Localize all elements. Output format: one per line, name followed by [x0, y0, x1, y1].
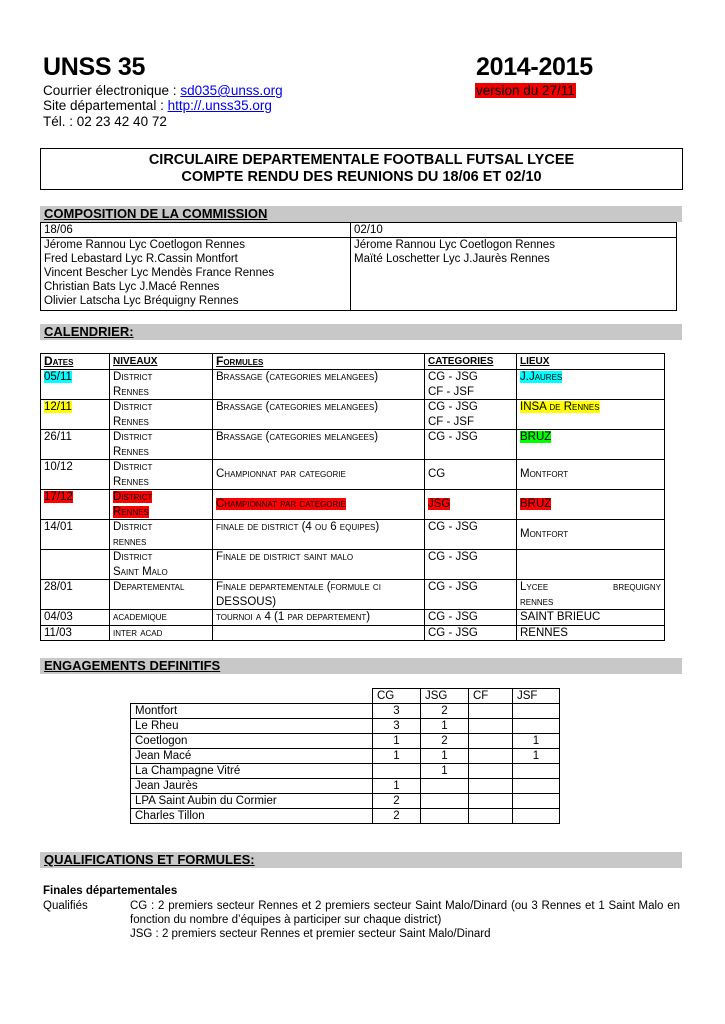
eng-col-jsg: JSG	[421, 689, 469, 704]
eng-cf	[469, 704, 513, 719]
member: Jérome Rannou Lyc Coetlogon Rennes	[354, 239, 555, 251]
cal-level: District Rennes	[110, 460, 213, 490]
cal-formule: Brassage (categories melangees)	[213, 370, 425, 400]
eng-jsg	[421, 809, 469, 824]
calendar-row	[41, 580, 665, 610]
eng-jsg: 2	[421, 734, 469, 749]
eng-cf	[469, 734, 513, 749]
season: 2014-2015	[476, 53, 593, 81]
cal-level: Departemental	[110, 580, 213, 610]
commission-date-2: 02/10	[351, 223, 677, 238]
section-engagements	[40, 658, 682, 674]
eng-col-jsf: JSF	[513, 689, 560, 704]
member: Christian Bats Lyc J.Macé Rennes	[44, 281, 220, 293]
eng-school: Montfort	[131, 704, 373, 719]
calendar-row	[41, 430, 665, 460]
eng-jsf	[513, 719, 560, 734]
cal-level: academique	[110, 610, 213, 626]
eng-jsf: 1	[513, 749, 560, 764]
eng-cf	[469, 809, 513, 824]
eng-school: Jean Macé	[131, 749, 373, 764]
site-line	[43, 98, 272, 113]
cal-cat: CG	[425, 460, 517, 490]
eng-row	[131, 779, 560, 794]
cal-level: District Saint Malo	[110, 550, 213, 580]
cal-date: 11/03	[41, 625, 110, 641]
eng-row	[131, 794, 560, 809]
col-categories: CATEGORIES	[425, 354, 517, 370]
cal-date: 05/11	[41, 370, 110, 400]
eng-school: Jean Jaurès	[131, 779, 373, 794]
phone: Tél. : 02 23 42 40 72	[43, 114, 167, 129]
cal-formule: Brassage (categories melangees)	[213, 430, 425, 460]
cal-level: District Rennes	[110, 490, 213, 520]
eng-cg: 3	[373, 704, 421, 719]
eng-jsg: 2	[421, 704, 469, 719]
commission-date-1: 18/06	[41, 223, 351, 238]
email-link[interactable]: sd035@unss.org	[180, 83, 283, 98]
section-qualifications	[40, 852, 682, 868]
email-label: Courrier électronique :	[43, 83, 181, 98]
eng-jsg: 1	[421, 764, 469, 779]
cal-date: 26/11	[41, 430, 110, 460]
eng-cf	[469, 749, 513, 764]
eng-cg: 1	[373, 734, 421, 749]
eng-row	[131, 734, 560, 749]
cal-formule	[213, 625, 425, 641]
email-line	[43, 83, 283, 98]
eng-cg: 2	[373, 794, 421, 809]
calendar-row	[41, 370, 665, 400]
eng-row	[131, 704, 560, 719]
site-link[interactable]: http://.unss35.org	[167, 98, 272, 113]
eng-cf	[469, 794, 513, 809]
eng-cg	[373, 764, 421, 779]
section-engagements-title: ENGAGEMENTS DEFINITIFS	[44, 658, 221, 673]
cal-formule: finale de district (4 ou 6 equipes)	[213, 520, 425, 550]
qualified-label: Qualifiés	[43, 900, 88, 912]
cal-date: 14/01	[41, 520, 110, 550]
cal-cat: CG - JSG	[425, 580, 517, 610]
eng-cf	[469, 779, 513, 794]
section-qualifications-title: QUALIFICATIONS ET FORMULES:	[44, 852, 255, 867]
cal-formule: Finale de district saint malo	[213, 550, 425, 580]
commission-table	[40, 222, 677, 311]
qualified-jsg: JSG : 2 premiers secteur Rennes et premier secteur Saint Malo/Dinard	[130, 928, 491, 940]
cal-lieu: INSA de Rennes	[517, 400, 665, 430]
engagements-header-row	[131, 689, 560, 704]
col-lieux: LIEUX	[517, 354, 665, 370]
col-dates: Dates	[41, 354, 110, 370]
cal-cat: CG - JSG CF - JSF	[425, 400, 517, 430]
eng-jsf: 1	[513, 734, 560, 749]
cal-cat: CG - JSG	[425, 430, 517, 460]
calendar-header-row	[41, 354, 665, 370]
cal-date: 10/12	[41, 460, 110, 490]
eng-jsg	[421, 779, 469, 794]
cal-lieu: Montfort	[517, 460, 665, 490]
member: Jérome Rannou Lyc Coetlogon Rennes	[44, 239, 245, 251]
cal-lieu: RENNES	[517, 625, 665, 641]
calendar-table	[40, 353, 665, 641]
cal-date: 17/12	[41, 490, 110, 520]
eng-row	[131, 719, 560, 734]
cal-formule: Finale departementale (formule ci DESSOUS)	[213, 580, 425, 610]
version-badge: version du 27/11	[476, 83, 575, 98]
eng-jsg: 1	[421, 719, 469, 734]
member: Vincent Bescher Lyc Mendès France Rennes	[44, 267, 275, 279]
col-niveaux: NIVEAUX	[110, 354, 213, 370]
commission-members-2	[351, 238, 677, 311]
doc-title-line1: CIRCULAIRE DEPARTEMENTALE FOOTBALL FUTSAL LYCEE	[148, 152, 575, 168]
cal-cat: CG - JSG CF - JSF	[425, 370, 517, 400]
cal-date: 28/01	[41, 580, 110, 610]
cal-level: District Rennes	[110, 430, 213, 460]
finals-heading: Finales départementales	[43, 885, 178, 897]
cal-formule: Championnat par categorie	[213, 490, 425, 520]
section-calendar-title: CALENDRIER:	[44, 324, 134, 339]
commission-members-1	[41, 238, 351, 311]
doc-title-line2: COMPTE RENDU DES REUNIONS DU 18/06 ET 02/10	[181, 169, 542, 185]
calendar-row	[41, 400, 665, 430]
calendar-row	[41, 490, 665, 520]
cal-lieu: J.Jaures	[517, 370, 665, 400]
eng-cf	[469, 719, 513, 734]
eng-school: Charles Tillon	[131, 809, 373, 824]
eng-school: La Champagne Vitré	[131, 764, 373, 779]
eng-cg: 3	[373, 719, 421, 734]
eng-school: LPA Saint Aubin du Cormier	[131, 794, 373, 809]
section-commission	[40, 206, 682, 222]
eng-col-cf: CF	[469, 689, 513, 704]
cal-level: District Rennes	[110, 370, 213, 400]
cal-level: inter acad	[110, 625, 213, 641]
qualified-cg: CG : 2 premiers secteur Rennes et 2 premiers secteur Saint Malo/Dinard (ou 3 Rennes et 1 Saint Malo en fonction du nombre d’équipes à participer sur chaque district)	[130, 900, 680, 926]
cal-cat: CG - JSG	[425, 550, 517, 580]
cal-date: 04/03	[41, 610, 110, 626]
cal-formule: tournoi a 4 (1 par departement)	[213, 610, 425, 626]
eng-jsf	[513, 779, 560, 794]
eng-cg: 1	[373, 779, 421, 794]
calendar-row	[41, 625, 665, 641]
eng-jsf	[513, 704, 560, 719]
calendar-row	[41, 460, 665, 490]
calendar-row	[41, 550, 665, 580]
cal-date: 12/11	[41, 400, 110, 430]
cal-lieu: BRUZ	[517, 430, 665, 460]
eng-jsg	[421, 794, 469, 809]
member: Olivier Latscha Lyc Bréquigny Rennes	[44, 295, 239, 307]
member: Fred Lebastard Lyc R.Cassin Montfort	[44, 253, 238, 265]
eng-cf	[469, 764, 513, 779]
engagements-table	[130, 688, 560, 824]
page-title: UNSS 35	[43, 53, 146, 81]
section-commission-title: COMPOSITION DE LA COMMISSION	[44, 206, 268, 221]
cal-cat: JSG	[425, 490, 517, 520]
document-title-box	[40, 148, 683, 190]
eng-jsf	[513, 764, 560, 779]
eng-school: Coetlogon	[131, 734, 373, 749]
cal-lieu	[517, 550, 665, 580]
calendar-row	[41, 520, 665, 550]
eng-col-cg: CG	[373, 689, 421, 704]
eng-jsg: 1	[421, 749, 469, 764]
cal-cat: CG - JSG	[425, 520, 517, 550]
eng-corner	[131, 689, 373, 704]
cal-lieu: Lycee brequigny rennes	[517, 580, 665, 610]
col-formules: Formules	[213, 354, 425, 370]
cal-formule: Championnat par categorie	[213, 460, 425, 490]
eng-jsf	[513, 809, 560, 824]
eng-row	[131, 809, 560, 824]
cal-cat: CG - JSG	[425, 625, 517, 641]
eng-cg: 2	[373, 809, 421, 824]
site-label: Site départemental :	[43, 98, 168, 113]
calendar-row	[41, 610, 665, 626]
section-calendar	[40, 324, 682, 340]
cal-date	[41, 550, 110, 580]
eng-jsf	[513, 794, 560, 809]
cal-lieu: BRUZ	[517, 490, 665, 520]
cal-cat: CG - JSG	[425, 610, 517, 626]
eng-school: Le Rheu	[131, 719, 373, 734]
cal-level: District rennes	[110, 520, 213, 550]
cal-formule: Brassage (categories melangees)	[213, 400, 425, 430]
cal-level: District Rennes	[110, 400, 213, 430]
eng-row	[131, 749, 560, 764]
eng-cg: 1	[373, 749, 421, 764]
cal-lieu: SAINT BRIEUC	[517, 610, 665, 626]
eng-row	[131, 764, 560, 779]
cal-lieu: Montfort	[517, 520, 665, 550]
member: Maïté Loschetter Lyc J.Jaurès Rennes	[354, 253, 550, 265]
